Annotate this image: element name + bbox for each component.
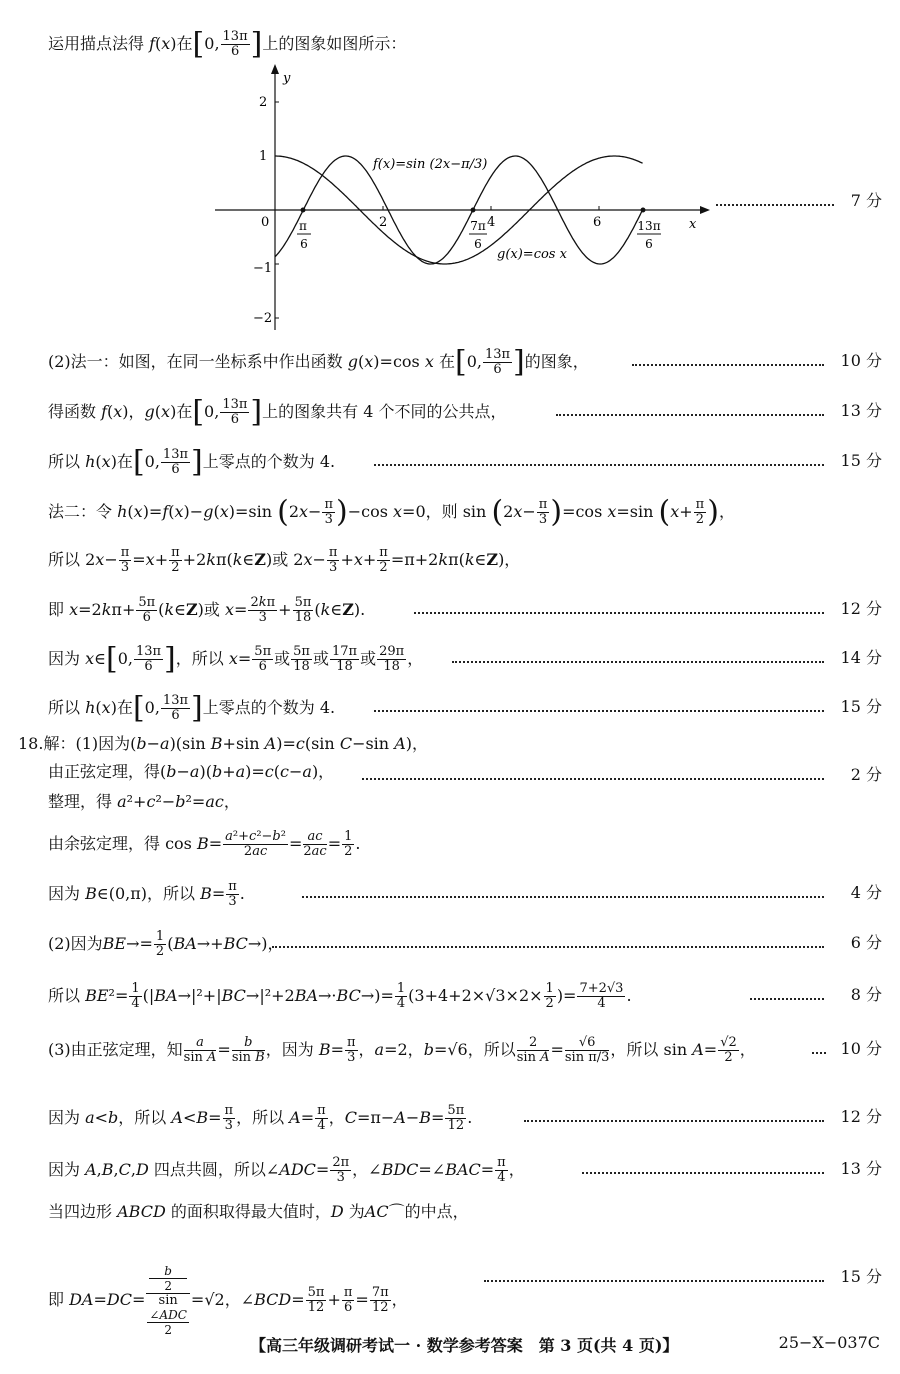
line-19: 因为 A,B,C,D 四点共圆，所以∠ADC= $\frac{2\pi}{3}$ ，∠BDC=∠BAC= $\frac{\pi}{4}$ ，: [48, 1155, 525, 1185]
svg-text:13π: 13π: [637, 219, 661, 233]
line-2: (2)法一：如图，在同一坐标系中作出函数 g(x)=cos x 在[0, $\frac{13\pi}{6}$ ]的图象，: [48, 344, 589, 380]
line-3: 得函数 f(x)，g(x)在[0, $\frac{13\pi}{6}$ ]上的图象共有 4 个不同的公共点，: [48, 394, 507, 430]
dots-8: [452, 661, 824, 663]
score-14: 4 分: [850, 883, 882, 902]
score-4: 15 分: [840, 451, 882, 470]
footer-title: 【高三年级调研考试一 · 数学参考答案 第 3 页(共 4 页)】: [250, 1336, 679, 1355]
svg-text:6: 6: [300, 237, 308, 251]
score-9: 15 分: [840, 697, 882, 716]
dots-17: [812, 1052, 826, 1054]
y-tick-2: 2: [259, 95, 268, 110]
svg-text:6: 6: [474, 237, 482, 251]
line-16: 所以 BE²= $\frac{1}{4}$ (|BA→|²+|BC→|²+2BA→·BC→)= $\frac{1}{4}$ (3+4+2×√3×2× $\frac{1}{2}$ )= $\frac{7+2√3}{4}$ .: [48, 981, 632, 1011]
line-12: 整理，得 a²+c²−b²=ac，: [48, 792, 240, 811]
dots-16: [750, 998, 824, 1000]
line-15: (2)因为BE→= $\frac{1}{2}$ (BA→+BC→)，: [48, 929, 284, 959]
zero-point-2: [471, 208, 476, 213]
footer-code: 25−X−037C: [778, 1333, 880, 1352]
y-axis-label: y: [283, 71, 291, 86]
line-21: 即 DA=DC= b 2 sin ∠ADC 2 =√2，∠BCD= $\frac{5\pi}{12}$ + $\frac{\pi}{6}$ = $\frac{7\pi}{12}$ ，: [48, 1264, 408, 1337]
line-5: 法二：令 h(x)=f(x)−g(x)=sin (2x− $\frac{\pi}{3}$ )−cos x=0，则 sin (2x− $\frac{\pi}{3}$ )=cos x=sin (x+ $\frac{\pi}{2}$ )，: [48, 494, 735, 530]
g-label: g(x)=cos x: [497, 247, 567, 262]
x-tick-6: 6: [593, 215, 602, 230]
dots-21: [484, 1280, 824, 1282]
x-tick-4: 4: [487, 215, 496, 230]
score-18: 12 分: [840, 1107, 882, 1126]
dots-4: [374, 464, 824, 466]
line-1: 运用描点法得 f(x)在[0, $\frac{13\pi}{6}$ ]上的图象如图所示：: [48, 26, 407, 62]
line-17: (3)由正弦定理，知 $\frac{a}{\text{sin A}}$ = $\frac{b}{\text{sin B}}$ ，因为 B= $\frac{\pi}{3}$ ，a=2，b=√6，所以 $\frac{2}{\text{sin A}}$ = $\frac{√6}{\text{sin π/3}}$ ，所以 sin A= $\frac{√2}{2}$ ，: [48, 1035, 756, 1065]
line-10: 18.解：(1)因为(b−a)(sin B+sin A)=c(sin C−sin A)，: [18, 734, 428, 753]
score-16: 8 分: [850, 985, 882, 1004]
dots-9: [374, 710, 824, 712]
dots-3: [556, 414, 824, 416]
score-3: 13 分: [840, 401, 882, 420]
line-20: 当四边形 ABCD 的面积取得最大值时，D 为AC⌒的中点，: [48, 1202, 469, 1221]
score-7: 12 分: [840, 599, 882, 618]
dots-19: [582, 1172, 824, 1174]
origin-label: 0: [261, 215, 270, 230]
zero-point-3: [641, 208, 646, 213]
dots-15: [272, 946, 824, 948]
line-7: 即 x=2kπ+ $\frac{5\pi}{6}$ (k∈Z)或 x= $\frac{2k\pi}{3}$ + $\frac{5\pi}{18}$ (k∈Z).: [48, 595, 366, 625]
svg-text:7π: 7π: [470, 219, 486, 233]
line-4: 所以 h(x)在[0, $\frac{13\pi}{6}$ ]上零点的个数为 4.: [48, 444, 336, 480]
line-8: 因为 x∈[0, $\frac{13\pi}{6}$ ]，所以 x= $\frac{5\pi}{6}$ 或 $\frac{5\pi}{18}$ 或 $\frac{17\pi}{18}$ 或 $\frac{29\pi}{18}$ ，: [48, 641, 424, 677]
graph-score: 7 分: [850, 191, 882, 210]
f-label: f(x)=sin (2x−π/3): [373, 157, 488, 172]
svg-text:6: 6: [645, 237, 653, 251]
line-18: 因为 a<b，所以 A<B= $\frac{\pi}{3}$ ，所以 A= $\frac{\pi}{4}$ ，C=π−A−B= $\frac{5\pi}{12}$ .: [48, 1103, 473, 1133]
svg-text:π: π: [299, 219, 307, 233]
score-11: 2 分: [850, 765, 882, 784]
score-15: 6 分: [850, 933, 882, 952]
dots-2: [632, 364, 824, 366]
score-8: 14 分: [840, 648, 882, 667]
y-tick-neg1: −1: [253, 261, 273, 276]
score-17: 10 分: [840, 1039, 882, 1058]
dots-14: [302, 896, 824, 898]
line-14: 因为 B∈(0,π)，所以 B= $\frac{\pi}{3}$ .: [48, 879, 245, 909]
line-6: 所以 2x− $\frac{\pi}{3}$ =x+ $\frac{\pi}{2}$ +2kπ(k∈Z)或 2x− $\frac{\pi}{3}$ +x+ $\frac{\pi}{2}$ =π+2kπ(k∈Z)，: [48, 545, 521, 575]
zero-point-1: [301, 208, 306, 213]
line-13: 由余弦定理，得 cos B= $\frac{\text{a²+c²−b²}}{2ac}$ = $\frac{ac}{2ac}$ = $\frac{1}{2}$ .: [48, 829, 361, 859]
dots-7: [414, 612, 824, 614]
y-tick-neg2: −2: [253, 311, 273, 326]
graph-dots: [716, 204, 834, 206]
score-21: 15 分: [840, 1267, 882, 1286]
function-graph: [215, 60, 715, 335]
x-axis-label: x: [689, 217, 697, 232]
y-tick-1: 1: [259, 149, 268, 164]
line-11: 由正弦定理，得(b−a)(b+a)=c(c−a)，: [48, 762, 335, 781]
dots-18: [524, 1120, 824, 1122]
line-9: 所以 h(x)在[0, $\frac{13\pi}{6}$ ]上零点的个数为 4.: [48, 690, 336, 726]
dots-11: [362, 778, 824, 780]
score-19: 13 分: [840, 1159, 882, 1178]
x-tick-2: 2: [379, 215, 388, 230]
score-2: 10 分: [840, 351, 882, 370]
